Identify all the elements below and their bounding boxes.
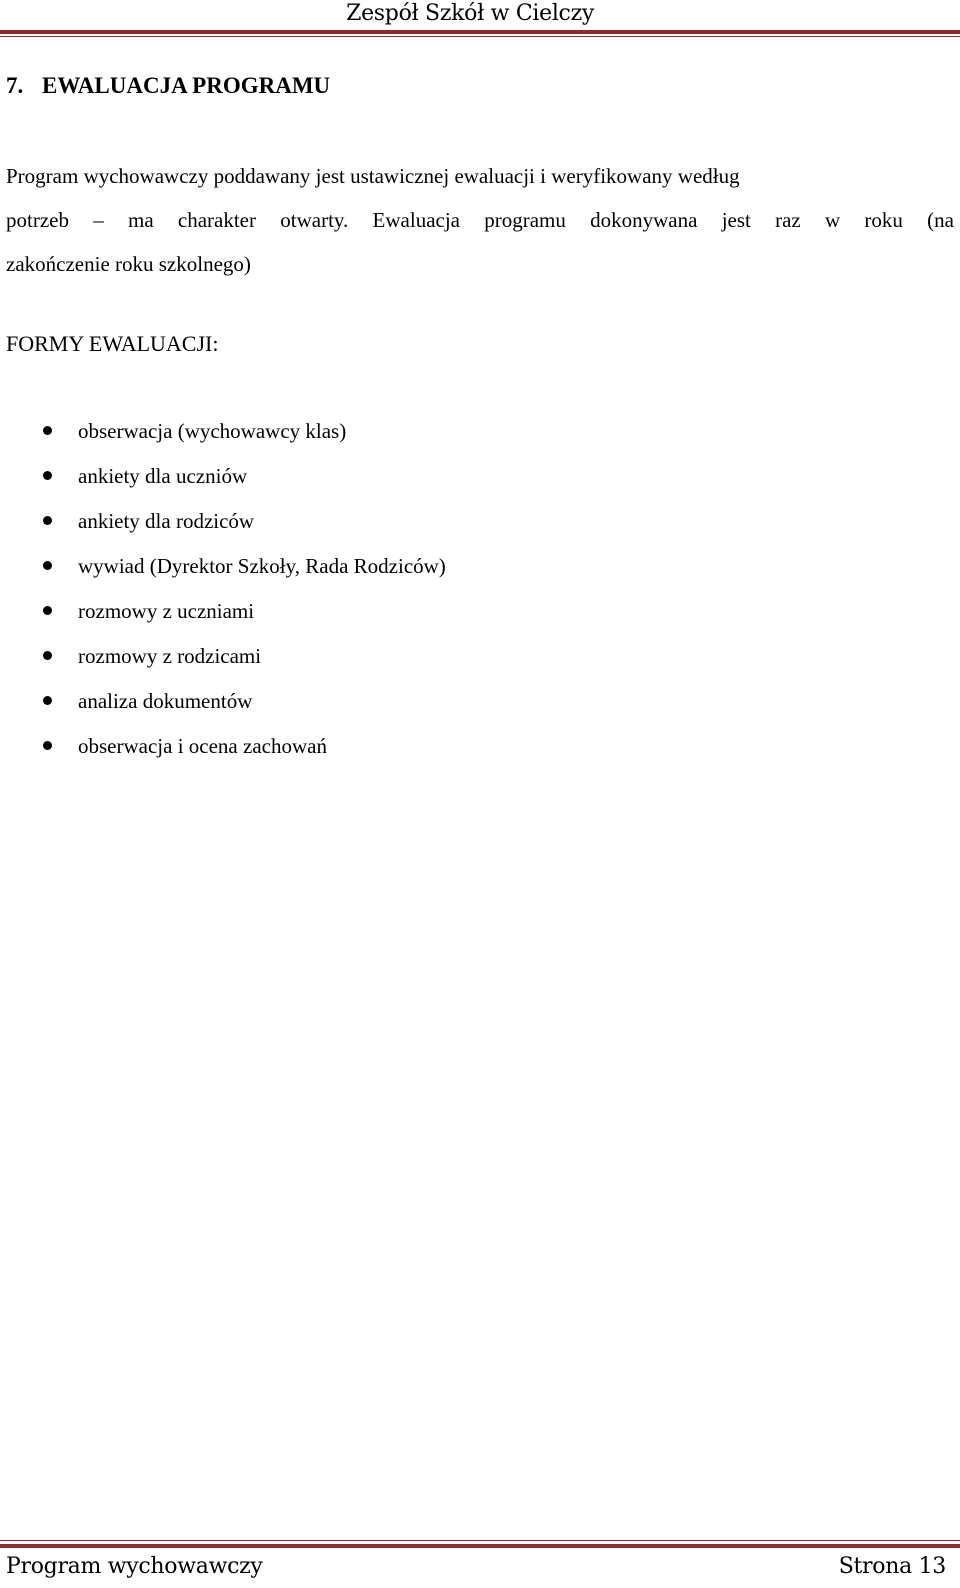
bullet-icon	[43, 561, 52, 570]
list-item	[0, 597, 446, 642]
section-heading	[6, 72, 330, 100]
list-item	[0, 507, 446, 552]
page-header-title: Zespół Szkół w Cielczy	[346, 1, 594, 26]
paragraph-line: potrzeb – ma charakter otwarty. Ewaluacja programu dokonywana jest raz w roku (na	[6, 208, 954, 232]
header-rule-thin	[0, 36, 960, 37]
footer-page-number: Strona 13	[838, 1554, 946, 1579]
footer-rule-thick	[0, 1544, 960, 1548]
list-item	[0, 462, 446, 507]
paragraph-line: zakończenie roku szkolnego)	[6, 252, 251, 276]
list-item	[0, 642, 446, 687]
list-item	[0, 687, 446, 732]
list-item	[0, 417, 446, 462]
bullet-icon	[43, 696, 52, 705]
forms-heading: FORMY EWALUACJI:	[6, 331, 219, 356]
list-item-text: obserwacja i ocena zachowań	[78, 734, 327, 758]
list-item	[0, 732, 446, 777]
list-item-text: obserwacja (wychowawcy klas)	[78, 419, 347, 443]
list-item-text: ankiety dla rodziców	[78, 509, 255, 533]
evaluation-paragraph	[6, 154, 954, 286]
list-item	[0, 552, 446, 597]
footer-rule-thin	[0, 1540, 960, 1541]
section-number: 7.	[6, 73, 24, 98]
header-rule-thick	[0, 30, 960, 34]
section-title: EWALUACJA PROGRAMU	[42, 73, 331, 98]
footer-document-name: Program wychowawczy	[6, 1554, 263, 1579]
bullet-icon	[43, 606, 52, 615]
bullet-icon	[43, 516, 52, 525]
bullet-icon	[43, 426, 52, 435]
list-item-text: rozmowy z uczniami	[78, 599, 255, 623]
bullet-icon	[43, 741, 52, 750]
paragraph-line: Program wychowawczy poddawany jest ustawicznej ewaluacji i weryfikowany według	[6, 164, 740, 188]
bullet-icon	[43, 471, 52, 480]
list-item-text: ankiety dla uczniów	[78, 464, 248, 488]
forms-list	[0, 417, 446, 777]
list-item-text: wywiad (Dyrektor Szkoły, Rada Rodziców)	[78, 554, 446, 578]
list-item-text: analiza dokumentów	[78, 689, 253, 713]
list-item-text: rozmowy z rodzicami	[78, 644, 262, 668]
bullet-icon	[43, 651, 52, 660]
